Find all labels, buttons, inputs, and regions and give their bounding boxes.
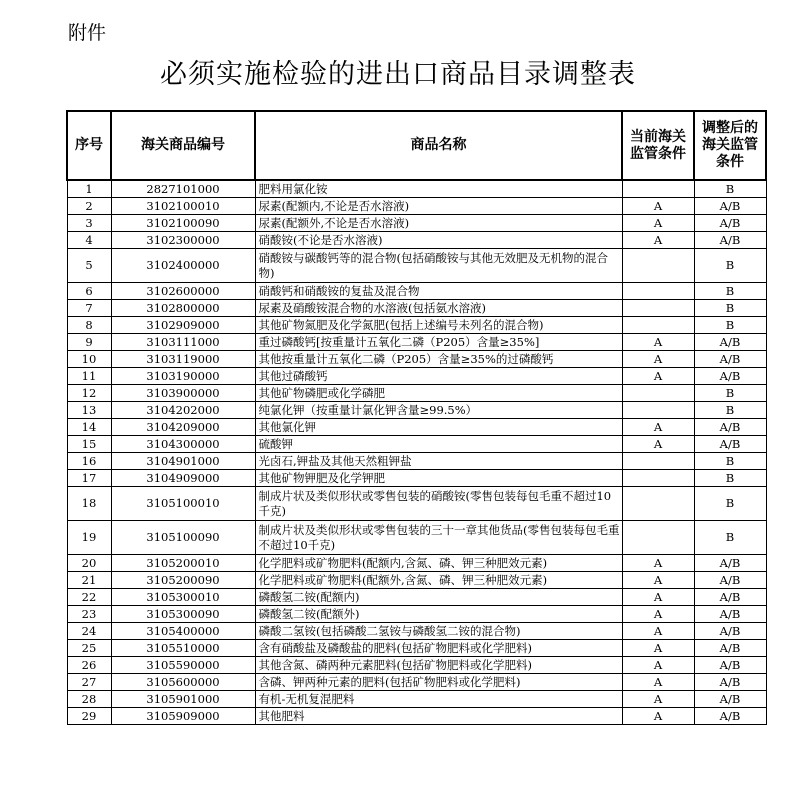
table-row: [67, 487, 766, 521]
cell-code: 3105901000: [111, 691, 255, 708]
cell-name: 制成片状及类似形状或零售包装的三十一章其他货品(零售包装每包毛重不超过10千克): [255, 521, 622, 555]
header-name: 商品名称: [255, 111, 622, 180]
cell-serial: 9: [67, 334, 111, 351]
cell-name: 有机-无机复混肥料: [255, 691, 622, 708]
cell-adjusted-condition: A/B: [694, 419, 766, 436]
cell-code: 3102909000: [111, 317, 255, 334]
cell-adjusted-condition: A/B: [694, 674, 766, 691]
cell-adjusted-condition: B: [694, 470, 766, 487]
table-row: [67, 317, 766, 334]
cell-code: 3103900000: [111, 385, 255, 402]
cell-name: 重过磷酸钙[按重量计五氧化二磷（P205）含量≥35%]: [255, 334, 622, 351]
cell-code: 3105300090: [111, 606, 255, 623]
cell-adjusted-condition: A/B: [694, 657, 766, 674]
cell-serial: 26: [67, 657, 111, 674]
cell-serial: 18: [67, 487, 111, 521]
header-current-condition: 当前海关监管条件: [622, 111, 694, 180]
table-row: [67, 436, 766, 453]
cell-adjusted-condition: A/B: [694, 640, 766, 657]
page-title: 必须实施检验的进出口商品目录调整表: [160, 59, 636, 90]
table-row: [67, 249, 766, 283]
cell-code: 3104202000: [111, 402, 255, 419]
cell-adjusted-condition: A/B: [694, 589, 766, 606]
cell-name: 其他含氮、磷两种元素肥料(包括矿物肥料或化学肥料): [255, 657, 622, 674]
table-row: [67, 623, 766, 640]
cell-adjusted-condition: B: [694, 487, 766, 521]
table-row: [67, 419, 766, 436]
attachment-label: 附件: [68, 22, 107, 44]
cell-serial: 11: [67, 368, 111, 385]
cell-adjusted-condition: A/B: [694, 351, 766, 368]
cell-name: 其他矿物氮肥及化学氮肥(包括上述编号未列名的混合物): [255, 317, 622, 334]
cell-adjusted-condition: B: [694, 249, 766, 283]
cell-current-condition: A: [622, 198, 694, 215]
cell-current-condition: A: [622, 232, 694, 249]
cell-name: 制成片状及类似形状或零售包装的硝酸铵(零售包装每包毛重不超过10千克): [255, 487, 622, 521]
cell-current-condition: [622, 317, 694, 334]
cell-serial: 10: [67, 351, 111, 368]
header-adjusted-condition: 调整后的海关监管条件: [694, 111, 766, 180]
cell-serial: 28: [67, 691, 111, 708]
table-header-row: [67, 111, 766, 180]
cell-name: 尿素及硝酸铵混合物的水溶液(包括氨水溶液): [255, 300, 622, 317]
cell-code: 3105200090: [111, 572, 255, 589]
cell-code: 3103190000: [111, 368, 255, 385]
cell-current-condition: A: [622, 691, 694, 708]
cell-adjusted-condition: A/B: [694, 232, 766, 249]
cell-code: 3105909000: [111, 708, 255, 725]
cell-name: 其他矿物钾肥及化学钾肥: [255, 470, 622, 487]
cell-current-condition: [622, 402, 694, 419]
cell-code: 3102400000: [111, 249, 255, 283]
cell-serial: 2: [67, 198, 111, 215]
cell-current-condition: A: [622, 623, 694, 640]
cell-adjusted-condition: B: [694, 453, 766, 470]
cell-name: 其他过磷酸钙: [255, 368, 622, 385]
table-row: [67, 385, 766, 402]
cell-current-condition: A: [622, 708, 694, 725]
cell-serial: 19: [67, 521, 111, 555]
catalog-table: [66, 110, 767, 725]
cell-code: 3103119000: [111, 351, 255, 368]
cell-code: 3105200010: [111, 555, 255, 572]
cell-name: 磷酸二氢铵(包括磷酸二氢铵与磷酸氢二铵的混合物): [255, 623, 622, 640]
cell-current-condition: [622, 521, 694, 555]
cell-adjusted-condition: A/B: [694, 215, 766, 232]
table-row: [67, 521, 766, 555]
cell-serial: 13: [67, 402, 111, 419]
table-row: [67, 691, 766, 708]
cell-current-condition: A: [622, 368, 694, 385]
table-row: [67, 453, 766, 470]
cell-code: 3104909000: [111, 470, 255, 487]
cell-name: 含磷、钾两种元素的肥料(包括矿物肥料或化学肥料): [255, 674, 622, 691]
header-code: 海关商品编号: [111, 111, 255, 180]
cell-current-condition: A: [622, 436, 694, 453]
cell-code: 3102100090: [111, 215, 255, 232]
cell-current-condition: A: [622, 640, 694, 657]
cell-adjusted-condition: A/B: [694, 691, 766, 708]
cell-code: 3102600000: [111, 283, 255, 300]
cell-adjusted-condition: A/B: [694, 334, 766, 351]
cell-serial: 8: [67, 317, 111, 334]
cell-code: 3102800000: [111, 300, 255, 317]
cell-name: 含有硝酸盐及磷酸盐的肥料(包括矿物肥料或化学肥料): [255, 640, 622, 657]
table-row: [67, 674, 766, 691]
cell-serial: 12: [67, 385, 111, 402]
cell-name: 硝酸铵(不论是否水溶液): [255, 232, 622, 249]
cell-serial: 20: [67, 555, 111, 572]
cell-adjusted-condition: B: [694, 300, 766, 317]
cell-current-condition: A: [622, 419, 694, 436]
cell-name: 尿素(配额外,不论是否水溶液): [255, 215, 622, 232]
cell-serial: 15: [67, 436, 111, 453]
cell-current-condition: A: [622, 657, 694, 674]
cell-adjusted-condition: A/B: [694, 436, 766, 453]
cell-name: 其他按重量计五氧化二磷（P205）含量≥35%的过磷酸钙: [255, 351, 622, 368]
cell-name: 光卤石,钾盐及其他天然粗钾盐: [255, 453, 622, 470]
cell-adjusted-condition: B: [694, 180, 766, 198]
table-row: [67, 180, 766, 198]
cell-code: 3105300010: [111, 589, 255, 606]
cell-current-condition: [622, 249, 694, 283]
cell-serial: 24: [67, 623, 111, 640]
cell-adjusted-condition: A/B: [694, 708, 766, 725]
table-row: [67, 402, 766, 419]
cell-serial: 25: [67, 640, 111, 657]
cell-name: 硝酸钙和硝酸铵的复盐及混合物: [255, 283, 622, 300]
cell-current-condition: A: [622, 334, 694, 351]
table-row: [67, 368, 766, 385]
table-row: [67, 232, 766, 249]
cell-name: 化学肥料或矿物肥料(配额外,含氮、磷、钾三种肥效元素): [255, 572, 622, 589]
cell-code: 3105590000: [111, 657, 255, 674]
cell-current-condition: A: [622, 589, 694, 606]
table-row: [67, 640, 766, 657]
table-row: [67, 606, 766, 623]
cell-current-condition: A: [622, 572, 694, 589]
table-row: [67, 198, 766, 215]
table-row: [67, 300, 766, 317]
table-row: [67, 470, 766, 487]
cell-adjusted-condition: A/B: [694, 606, 766, 623]
cell-name: 肥料用氯化铵: [255, 180, 622, 198]
cell-serial: 21: [67, 572, 111, 589]
cell-name: 硫酸钾: [255, 436, 622, 453]
cell-current-condition: A: [622, 215, 694, 232]
cell-adjusted-condition: A/B: [694, 572, 766, 589]
cell-current-condition: A: [622, 351, 694, 368]
cell-name: 其他氯化钾: [255, 419, 622, 436]
table-row: [67, 572, 766, 589]
cell-name: 尿素(配额内,不论是否水溶液): [255, 198, 622, 215]
header-serial: 序号: [67, 111, 111, 180]
cell-serial: 17: [67, 470, 111, 487]
cell-serial: 22: [67, 589, 111, 606]
cell-current-condition: A: [622, 606, 694, 623]
cell-adjusted-condition: B: [694, 317, 766, 334]
cell-current-condition: A: [622, 555, 694, 572]
cell-code: 3105600000: [111, 674, 255, 691]
cell-name: 磷酸氢二铵(配额内): [255, 589, 622, 606]
cell-name: 其他矿物磷肥或化学磷肥: [255, 385, 622, 402]
table-row: [67, 351, 766, 368]
cell-adjusted-condition: A/B: [694, 555, 766, 572]
cell-serial: 3: [67, 215, 111, 232]
cell-code: 3104209000: [111, 419, 255, 436]
cell-current-condition: [622, 300, 694, 317]
cell-current-condition: A: [622, 674, 694, 691]
cell-code: 3105100090: [111, 521, 255, 555]
cell-serial: 23: [67, 606, 111, 623]
cell-serial: 1: [67, 180, 111, 198]
cell-code: 3104300000: [111, 436, 255, 453]
cell-code: 2827101000: [111, 180, 255, 198]
cell-serial: 7: [67, 300, 111, 317]
cell-name: 硝酸铵与碳酸钙等的混合物(包括硝酸铵与其他无效肥及无机物的混合物): [255, 249, 622, 283]
cell-name: 其他肥料: [255, 708, 622, 725]
table-row: [67, 657, 766, 674]
table-row: [67, 283, 766, 300]
cell-adjusted-condition: A/B: [694, 623, 766, 640]
cell-code: 3105510000: [111, 640, 255, 657]
cell-adjusted-condition: B: [694, 521, 766, 555]
cell-name: 纯氯化钾（按重量计氯化钾含量≥99.5%）: [255, 402, 622, 419]
cell-serial: 6: [67, 283, 111, 300]
table-row: [67, 555, 766, 572]
cell-adjusted-condition: B: [694, 385, 766, 402]
cell-current-condition: [622, 180, 694, 198]
cell-serial: 4: [67, 232, 111, 249]
cell-name: 化学肥料或矿物肥料(配额内,含氮、磷、钾三种肥效元素): [255, 555, 622, 572]
cell-adjusted-condition: A/B: [694, 198, 766, 215]
table-row: [67, 334, 766, 351]
cell-adjusted-condition: B: [694, 402, 766, 419]
cell-adjusted-condition: B: [694, 283, 766, 300]
cell-current-condition: [622, 453, 694, 470]
cell-serial: 5: [67, 249, 111, 283]
cell-serial: 27: [67, 674, 111, 691]
cell-code: 3104901000: [111, 453, 255, 470]
cell-code: 3102300000: [111, 232, 255, 249]
cell-serial: 29: [67, 708, 111, 725]
table-row: [67, 708, 766, 725]
table-row: [67, 589, 766, 606]
cell-code: 3105400000: [111, 623, 255, 640]
cell-current-condition: [622, 470, 694, 487]
table-body: [67, 180, 766, 725]
cell-code: 3102100010: [111, 198, 255, 215]
table-row: [67, 215, 766, 232]
cell-adjusted-condition: A/B: [694, 368, 766, 385]
cell-serial: 14: [67, 419, 111, 436]
cell-serial: 16: [67, 453, 111, 470]
cell-code: 3103111000: [111, 334, 255, 351]
cell-code: 3105100010: [111, 487, 255, 521]
cell-current-condition: [622, 283, 694, 300]
cell-current-condition: [622, 385, 694, 402]
cell-name: 磷酸氢二铵(配额外): [255, 606, 622, 623]
cell-current-condition: [622, 487, 694, 521]
